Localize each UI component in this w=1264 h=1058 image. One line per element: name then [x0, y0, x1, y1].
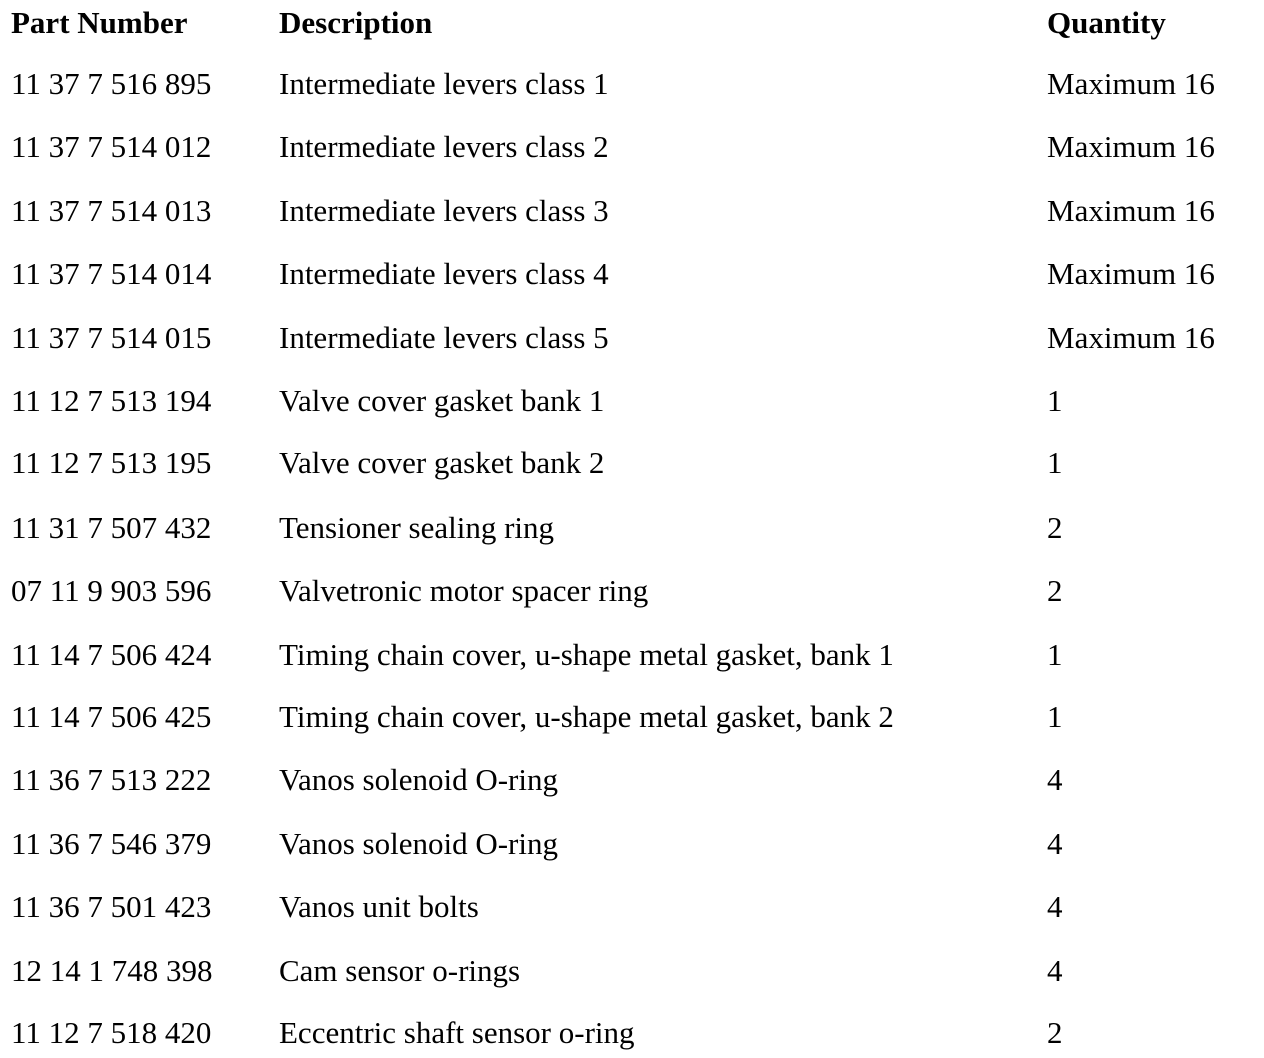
quantity-cell: Maximum 16 [1047, 193, 1215, 228]
table-row [0, 885, 1264, 929]
part-number-cell: 11 12 7 513 195 [11, 445, 212, 480]
part-number-cell: 11 31 7 507 432 [11, 510, 212, 545]
part-number-cell: 07 11 9 903 596 [11, 573, 212, 608]
table-row [0, 695, 1264, 739]
quantity-cell: 4 [1047, 953, 1063, 988]
table-row [0, 822, 1264, 866]
table-row [0, 633, 1264, 677]
description-cell: Tensioner sealing ring [279, 510, 555, 545]
part-number-cell: 11 37 7 514 013 [11, 193, 212, 228]
description-cell: Timing chain cover, u-shape metal gasket, bank 1 [279, 637, 894, 672]
description-cell: Intermediate levers class 5 [279, 320, 609, 355]
table-row [0, 758, 1264, 802]
quantity-cell: Maximum 16 [1047, 320, 1215, 355]
part-number-cell: 11 14 7 506 424 [11, 637, 212, 672]
description-cell: Intermediate levers class 3 [279, 193, 609, 228]
description-cell: Valvetronic motor spacer ring [279, 573, 649, 608]
table-row [0, 252, 1264, 296]
quantity-cell: 2 [1047, 510, 1063, 545]
quantity-cell: 4 [1047, 889, 1063, 924]
description-cell: Intermediate levers class 1 [279, 66, 609, 101]
header-part-number: Part Number [11, 5, 188, 40]
table-row [0, 569, 1264, 613]
table-row [0, 441, 1264, 485]
quantity-cell: 4 [1047, 826, 1063, 861]
table-row [0, 189, 1264, 233]
description-cell: Vanos solenoid O-ring [279, 762, 558, 797]
quantity-cell: Maximum 16 [1047, 129, 1215, 164]
table-row [0, 1011, 1264, 1055]
table-row [0, 949, 1264, 993]
table-row [0, 125, 1264, 169]
description-cell: Timing chain cover, u-shape metal gasket, bank 2 [279, 699, 894, 734]
table-header-row [0, 1, 1264, 45]
quantity-cell: 1 [1047, 383, 1063, 418]
quantity-cell: 1 [1047, 637, 1063, 672]
description-cell: Intermediate levers class 4 [279, 256, 609, 291]
description-cell: Valve cover gasket bank 1 [279, 383, 605, 418]
quantity-cell: 1 [1047, 699, 1063, 734]
header-quantity: Quantity [1047, 5, 1166, 40]
header-description: Description [279, 5, 433, 40]
part-number-cell: 11 37 7 514 014 [11, 256, 212, 291]
part-number-cell: 11 36 7 546 379 [11, 826, 212, 861]
part-number-cell: 12 14 1 748 398 [11, 953, 213, 988]
part-number-cell: 11 36 7 513 222 [11, 762, 212, 797]
quantity-cell: 1 [1047, 445, 1063, 480]
part-number-cell: 11 12 7 518 420 [11, 1015, 212, 1050]
quantity-cell: 4 [1047, 762, 1063, 797]
quantity-cell: Maximum 16 [1047, 256, 1215, 291]
quantity-cell: 2 [1047, 1015, 1063, 1050]
description-cell: Vanos unit bolts [279, 889, 479, 924]
part-number-cell: 11 36 7 501 423 [11, 889, 212, 924]
description-cell: Vanos solenoid O-ring [279, 826, 558, 861]
description-cell: Valve cover gasket bank 2 [279, 445, 605, 480]
description-cell: Eccentric shaft sensor o-ring [279, 1015, 635, 1050]
table-row [0, 506, 1264, 550]
part-number-cell: 11 37 7 514 015 [11, 320, 212, 355]
part-number-cell: 11 37 7 516 895 [11, 66, 212, 101]
table-row [0, 62, 1264, 106]
quantity-cell: Maximum 16 [1047, 66, 1215, 101]
part-number-cell: 11 37 7 514 012 [11, 129, 212, 164]
part-number-cell: 11 12 7 513 194 [11, 383, 212, 418]
quantity-cell: 2 [1047, 573, 1063, 608]
table-row [0, 379, 1264, 423]
description-cell: Cam sensor o-rings [279, 953, 521, 988]
table-row [0, 316, 1264, 360]
part-number-cell: 11 14 7 506 425 [11, 699, 212, 734]
description-cell: Intermediate levers class 2 [279, 129, 609, 164]
